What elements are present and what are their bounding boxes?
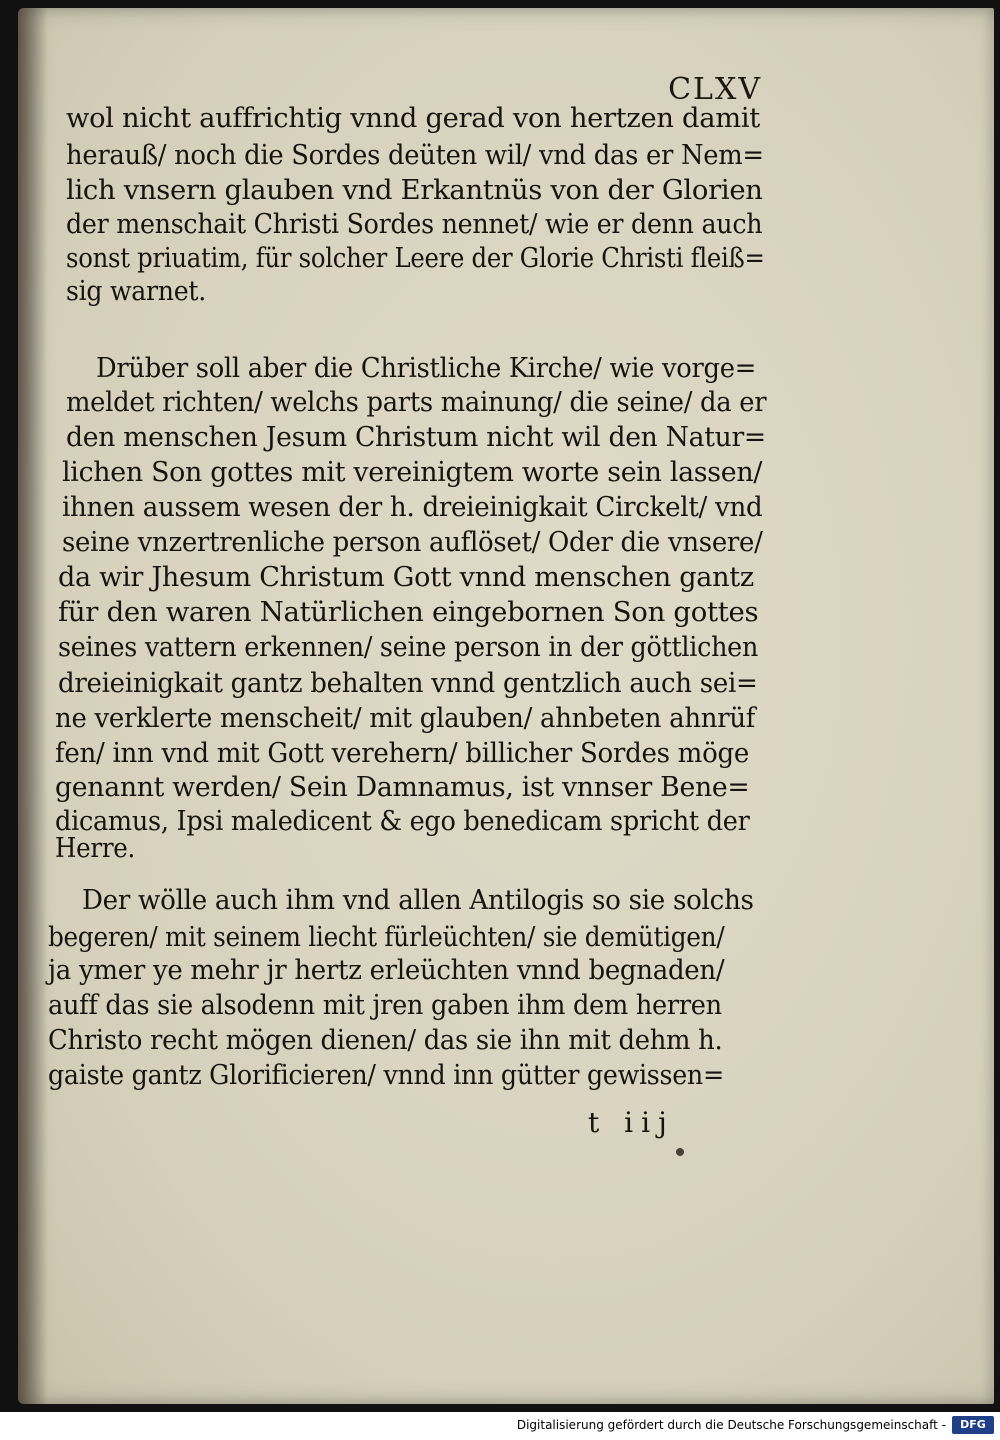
text-line: Christo recht mögen dienen/ das sie ihn mit dehm h. (48, 1025, 723, 1056)
text-line: gaiste gantz Glorificieren/ vnnd inn gütter gewissen= (48, 1060, 724, 1091)
folio-number: CLXV (668, 72, 762, 107)
text-line: da wir Jhesum Christum Gott vnnd menschen gantz (58, 562, 754, 593)
text-line: lichen Son gottes mit vereinigtem worte sein lassen/ (62, 457, 763, 488)
text-line: ja ymer ye mehr jr hertz erleüchten vnnd begnaden/ (48, 955, 725, 986)
text-line: herauß/ noch die Sordes deüten wil/ vnd das er Nem= (66, 140, 764, 171)
text-line: ne verklerte menscheit/ mit glauben/ ahnbeten ahnrüf (55, 703, 756, 734)
text-line: genannt werden/ Sein Damnamus, ist vnnser Bene= (55, 772, 750, 803)
dfg-logo: DFG (952, 1416, 994, 1434)
text-line: seine vnzertrenliche person auflöset/ Oder die vnsere/ (62, 527, 763, 558)
text-line: der menschait Christi Sordes nennet/ wie er denn auch (66, 209, 763, 240)
text-line: auff das sie alsodenn mit jren gaben ihm dem herren (48, 990, 722, 1021)
page-binding-shadow (18, 8, 48, 1404)
text-line: sonst priuatim, für solcher Leere der Glorie Christi fleiß= (66, 243, 765, 274)
ink-speck (676, 1148, 684, 1156)
text-line: Drüber soll aber die Christliche Kirche/ wie vorge= (96, 353, 757, 384)
text-line: fen/ inn vnd mit Gott verehern/ billicher Sordes möge (55, 738, 750, 769)
text-line: meldet richten/ welchs parts mainung/ die seine/ da er (66, 387, 767, 418)
text-line: sig warnet. (66, 276, 206, 307)
text-line: Der wölle auch ihm vnd allen Antilogis so sie solchs (82, 885, 754, 916)
signature-mark: t iij (588, 1106, 675, 1139)
text-line: den menschen Jesum Christum nicht wil den Natur= (66, 422, 766, 453)
text-line: dreieinigkait gantz behalten vnnd gentzlich auch sei= (58, 668, 758, 699)
text-line: seines vattern erkennen/ seine person in der göttlichen (58, 632, 759, 663)
text-line: ihnen aussem wesen der h. dreieinigkait Circkelt/ vnd (62, 492, 763, 523)
text-line: Herre. (55, 833, 136, 864)
text-line: für den waren Natürlichen eingebornen Son gottes (58, 597, 759, 628)
text-line: dicamus, Ipsi maledicent & ego benedicam spricht der (55, 806, 750, 837)
text-line: wol nicht auffrichtig vnnd gerad von hertzen damit (66, 103, 760, 134)
text-line: lich vnsern glauben vnd Erkantnüs von der Glorien (66, 175, 763, 206)
funding-notice: Digitalisierung gefördert durch die Deutsche Forschungsgemeinschaft - (516, 1418, 946, 1432)
footer-bar (0, 1412, 1000, 1440)
text-line: begeren/ mit seinem liecht fürleüchten/ sie demütigen/ (48, 922, 725, 953)
